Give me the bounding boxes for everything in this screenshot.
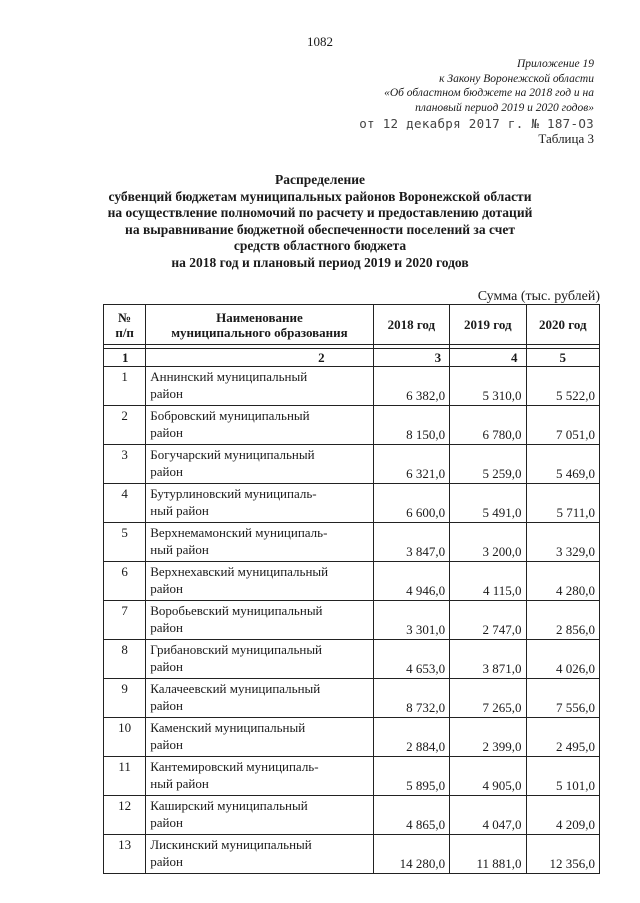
value-2019	[450, 640, 526, 679]
value-2020	[526, 718, 599, 757]
row-name-line-2: район	[150, 620, 183, 635]
date-stamp: от 12 декабря 2017 г. № 187-ОЗ	[359, 116, 594, 131]
row-name	[146, 445, 373, 484]
row-name	[146, 757, 373, 796]
table-row	[104, 406, 600, 445]
column-number-2: 2	[146, 349, 373, 367]
value-2019-text: 5 310,0	[482, 388, 522, 403]
row-name-line-2: ный район	[150, 542, 209, 557]
table-header-row	[104, 305, 600, 345]
row-name-line-1: Лискинский муниципальный	[150, 837, 312, 852]
sum-unit-label: Сумма (тыс. рублей)	[477, 289, 600, 304]
row-name-line-1: Аннинский муниципальный	[150, 369, 308, 384]
appendix-block	[359, 57, 594, 146]
heading-line-1: Распределение	[274, 172, 366, 187]
value-2019	[450, 679, 526, 718]
row-name-line-1: Кантемировский муниципаль-	[150, 759, 319, 774]
table-row	[104, 601, 600, 640]
value-2019	[450, 367, 526, 406]
value-2018-text: 4 653,0	[406, 661, 446, 676]
row-number	[104, 484, 146, 523]
row-number-text: 4	[121, 486, 128, 501]
value-2018-text: 2 884,0	[406, 739, 446, 754]
value-2018-text: 6 382,0	[406, 388, 446, 403]
value-2018-text: 14 280,0	[399, 856, 446, 871]
row-name	[146, 367, 373, 406]
value-2019-text: 5 259,0	[482, 466, 522, 481]
value-2018	[373, 367, 449, 406]
value-2019-text: 7 265,0	[482, 700, 522, 715]
row-number-text: 3	[121, 447, 128, 462]
value-2020	[526, 757, 599, 796]
document-heading	[0, 172, 640, 271]
value-2018	[373, 562, 449, 601]
row-name-line-2: район	[150, 386, 183, 401]
heading-line-3: на осуществление полномочий по расчету и предоставлению дотаций	[107, 205, 533, 220]
row-name-line-2: район	[150, 581, 183, 596]
value-2020	[526, 640, 599, 679]
value-2018-text: 3 847,0	[406, 544, 446, 559]
value-2020-text: 7 556,0	[556, 700, 595, 715]
row-name-line-1: Верхнехавский муниципальный	[150, 564, 329, 579]
value-2019	[450, 562, 526, 601]
value-2018	[373, 796, 449, 835]
value-2019-text: 11 881,0	[476, 856, 522, 871]
appendix-line-4: плановый период 2019 и 2020 годов»	[415, 101, 594, 114]
value-2019	[450, 718, 526, 757]
value-2019-text: 4 047,0	[482, 817, 522, 832]
value-2019-text: 3 200,0	[482, 544, 522, 559]
row-name	[146, 484, 373, 523]
table-row	[104, 523, 600, 562]
row-name-line-1: Воробьевский муниципальный	[150, 603, 323, 618]
value-2018	[373, 406, 449, 445]
value-2020-text: 7 051,0	[556, 427, 595, 442]
row-number	[104, 406, 146, 445]
row-number	[104, 601, 146, 640]
value-2018	[373, 679, 449, 718]
row-name-line-1: Грибановский муниципальный	[150, 642, 323, 657]
value-2018-text: 4 946,0	[406, 583, 446, 598]
row-name	[146, 640, 373, 679]
row-name	[146, 523, 373, 562]
table-row	[104, 562, 600, 601]
row-name-line-2: район	[150, 854, 183, 869]
row-number-text: 12	[118, 798, 132, 813]
value-2018-text: 6 600,0	[406, 505, 446, 520]
value-2018-text: 8 732,0	[406, 700, 446, 715]
row-number	[104, 367, 146, 406]
value-2018	[373, 445, 449, 484]
value-2019-text: 4 905,0	[482, 778, 522, 793]
row-name-line-2: ный район	[150, 776, 209, 791]
column-number-row	[104, 349, 600, 367]
row-name	[146, 562, 373, 601]
row-name-line-2: район	[150, 698, 183, 713]
value-2019	[450, 523, 526, 562]
row-name-line-2: район	[150, 425, 183, 440]
table-label: Таблица 3	[538, 130, 594, 146]
row-name	[146, 835, 373, 874]
header-name: Наименование муниципального образования	[146, 305, 373, 345]
value-2020-text: 5 711,0	[556, 505, 595, 520]
value-2019	[450, 796, 526, 835]
header-2018: 2018 год	[373, 305, 449, 345]
page-number: 1082	[307, 34, 333, 49]
row-number	[104, 757, 146, 796]
value-2020-text: 4 280,0	[556, 583, 595, 598]
value-2018	[373, 640, 449, 679]
appendix-line-2: к Закону Воронежской области	[439, 72, 594, 85]
value-2019	[450, 484, 526, 523]
table-row	[104, 679, 600, 718]
table-row	[104, 796, 600, 835]
row-number-text: 9	[121, 681, 128, 696]
row-name-line-2: район	[150, 737, 183, 752]
row-number-text: 8	[121, 642, 128, 657]
value-2018-text: 8 150,0	[406, 427, 446, 442]
row-name	[146, 406, 373, 445]
row-name-line-1: Бутурлиновский муниципаль-	[150, 486, 317, 501]
column-number-5: 5	[526, 349, 599, 367]
row-name-line-1: Калачеевский муниципальный	[150, 681, 321, 696]
column-number-3: 3	[373, 349, 449, 367]
row-number	[104, 796, 146, 835]
row-number-text: 13	[118, 837, 132, 852]
row-name-line-1: Бобровский муниципальный	[150, 408, 310, 423]
row-number-text: 5	[121, 525, 128, 540]
value-2018-text: 3 301,0	[406, 622, 446, 637]
value-2020-text: 5 522,0	[556, 388, 595, 403]
value-2020	[526, 406, 599, 445]
row-number-text: 2	[121, 408, 128, 423]
table-row	[104, 835, 600, 874]
row-name-line-1: Верхнемамонский муниципаль-	[150, 525, 328, 540]
row-name	[146, 796, 373, 835]
value-2018	[373, 718, 449, 757]
table-row	[104, 640, 600, 679]
heading-line-4: на выравнивание бюджетной обеспеченности поселений за счет	[125, 221, 515, 237]
value-2020	[526, 835, 599, 874]
value-2018	[373, 757, 449, 796]
row-name	[146, 601, 373, 640]
value-2019	[450, 601, 526, 640]
row-name	[146, 718, 373, 757]
row-number	[104, 835, 146, 874]
column-number-1: 1	[104, 349, 146, 367]
appendix-line-3: «Об областном бюджете на 2018 год и на	[384, 87, 594, 99]
value-2018-text: 6 321,0	[406, 466, 446, 481]
row-name-line-1: Каменский муниципальный	[150, 720, 306, 735]
table-row	[104, 484, 600, 523]
heading-line-5: средств областного бюджета	[233, 238, 407, 253]
row-number	[104, 562, 146, 601]
row-name-line-2: район	[150, 815, 183, 830]
row-number-text: 1	[121, 369, 128, 384]
row-number	[104, 523, 146, 562]
value-2020	[526, 679, 599, 718]
value-2020-text: 2 495,0	[556, 739, 595, 754]
value-2020-text: 5 469,0	[556, 466, 595, 481]
value-2018	[373, 601, 449, 640]
header-number: № п/п	[104, 305, 146, 345]
value-2020-text: 5 101,0	[556, 778, 595, 793]
header-2019: 2019 год	[450, 305, 526, 345]
value-2019	[450, 757, 526, 796]
value-2018	[373, 835, 449, 874]
value-2019-text: 3 871,0	[482, 661, 522, 676]
row-number	[104, 445, 146, 484]
table-row	[104, 718, 600, 757]
value-2019	[450, 835, 526, 874]
row-name-line-1: Богучарский муниципальный	[150, 447, 315, 462]
column-number-4: 4	[450, 349, 526, 367]
value-2019	[450, 445, 526, 484]
table-row	[104, 757, 600, 796]
value-2019-text: 2 399,0	[482, 739, 522, 754]
row-name-line-2: ный район	[150, 503, 209, 518]
value-2019-text: 6 780,0	[482, 427, 522, 442]
value-2020-text: 4 026,0	[556, 661, 595, 676]
row-name-line-2: район	[150, 464, 183, 479]
row-number-text: 6	[121, 564, 128, 579]
distribution-table	[103, 304, 600, 874]
value-2019-text: 5 491,0	[482, 505, 522, 520]
row-number	[104, 679, 146, 718]
row-number-text: 7	[121, 603, 128, 618]
value-2020-text: 4 209,0	[556, 817, 595, 832]
value-2018-text: 5 895,0	[406, 778, 446, 793]
row-number	[104, 718, 146, 757]
table-row	[104, 367, 600, 406]
heading-line-6: на 2018 год и плановый период 2019 и 2020 годов	[171, 254, 469, 270]
header-2020: 2020 год	[526, 305, 599, 345]
value-2020	[526, 484, 599, 523]
table-row	[104, 445, 600, 484]
value-2020	[526, 796, 599, 835]
value-2018	[373, 523, 449, 562]
row-number-text: 11	[118, 759, 131, 774]
value-2020-text: 2 856,0	[556, 622, 595, 637]
row-name	[146, 679, 373, 718]
value-2018-text: 4 865,0	[406, 817, 446, 832]
heading-line-2: субвенций бюджетам муниципальных районов Воронежской области	[108, 188, 532, 204]
value-2020	[526, 601, 599, 640]
value-2020	[526, 562, 599, 601]
value-2019-text: 4 115,0	[483, 583, 522, 598]
value-2018	[373, 484, 449, 523]
row-name-line-2: район	[150, 659, 183, 674]
row-number	[104, 640, 146, 679]
row-name-line-1: Каширский муниципальный	[150, 798, 308, 813]
value-2019-text: 2 747,0	[482, 622, 522, 637]
value-2020	[526, 367, 599, 406]
value-2020	[526, 523, 599, 562]
value-2019	[450, 406, 526, 445]
value-2020-text: 3 329,0	[556, 544, 595, 559]
value-2020	[526, 445, 599, 484]
value-2020-text: 12 356,0	[549, 856, 595, 871]
row-number-text: 10	[118, 720, 132, 735]
appendix-line-1: Приложение 19	[516, 58, 594, 70]
